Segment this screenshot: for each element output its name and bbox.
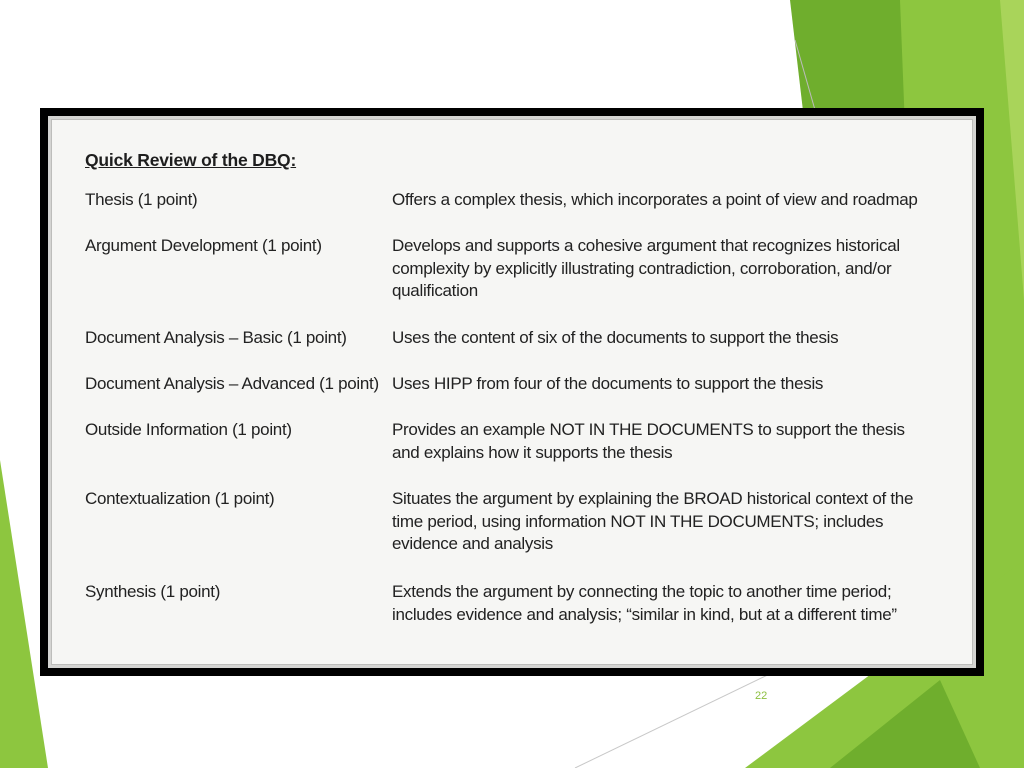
- rubric-criterion: Thesis (1 point): [85, 190, 198, 209]
- rubric-description: Uses HIPP from four of the documents to support the thesis: [392, 374, 824, 393]
- rubric-criterion: Synthesis (1 point): [85, 582, 221, 601]
- rubric-criterion: Document Analysis – Advanced (1 point): [85, 374, 379, 393]
- document-heading: Quick Review of the DBQ:: [85, 150, 297, 170]
- rubric-description: Situates the argument by explaining the BROAD historical context of the time period, using information NOT IN THE DOCUMENTS; includes evidence and analysis: [392, 489, 914, 553]
- rubric-criterion: Outside Information (1 point): [85, 420, 292, 439]
- rubric-description: Provides an example NOT IN THE DOCUMENTS to support the thesis and explains how it supports the thesis: [392, 420, 905, 462]
- rubric-description: Offers a complex thesis, which incorporates a point of view and roadmap: [392, 190, 918, 209]
- rubric-criterion: Contextualization (1 point): [85, 489, 275, 508]
- rubric-description: Develops and supports a cohesive argument that recognizes historical complexity by explicitly illustrating contradiction, corroboration, and/or qualification: [392, 236, 900, 300]
- rubric-description: Extends the argument by connecting the topic to another time period; includes evidence and analysis; “similar in kind, but at a different time”: [392, 582, 897, 624]
- rubric-description: Uses the content of six of the documents to support the thesis: [392, 328, 839, 347]
- scanned-document-frame: [40, 108, 984, 676]
- rubric-criterion: Document Analysis – Basic (1 point): [85, 328, 347, 347]
- slide-page-number: 22: [755, 690, 768, 702]
- scanned-document: [48, 116, 976, 668]
- rubric-criterion: Argument Development (1 point): [85, 236, 322, 255]
